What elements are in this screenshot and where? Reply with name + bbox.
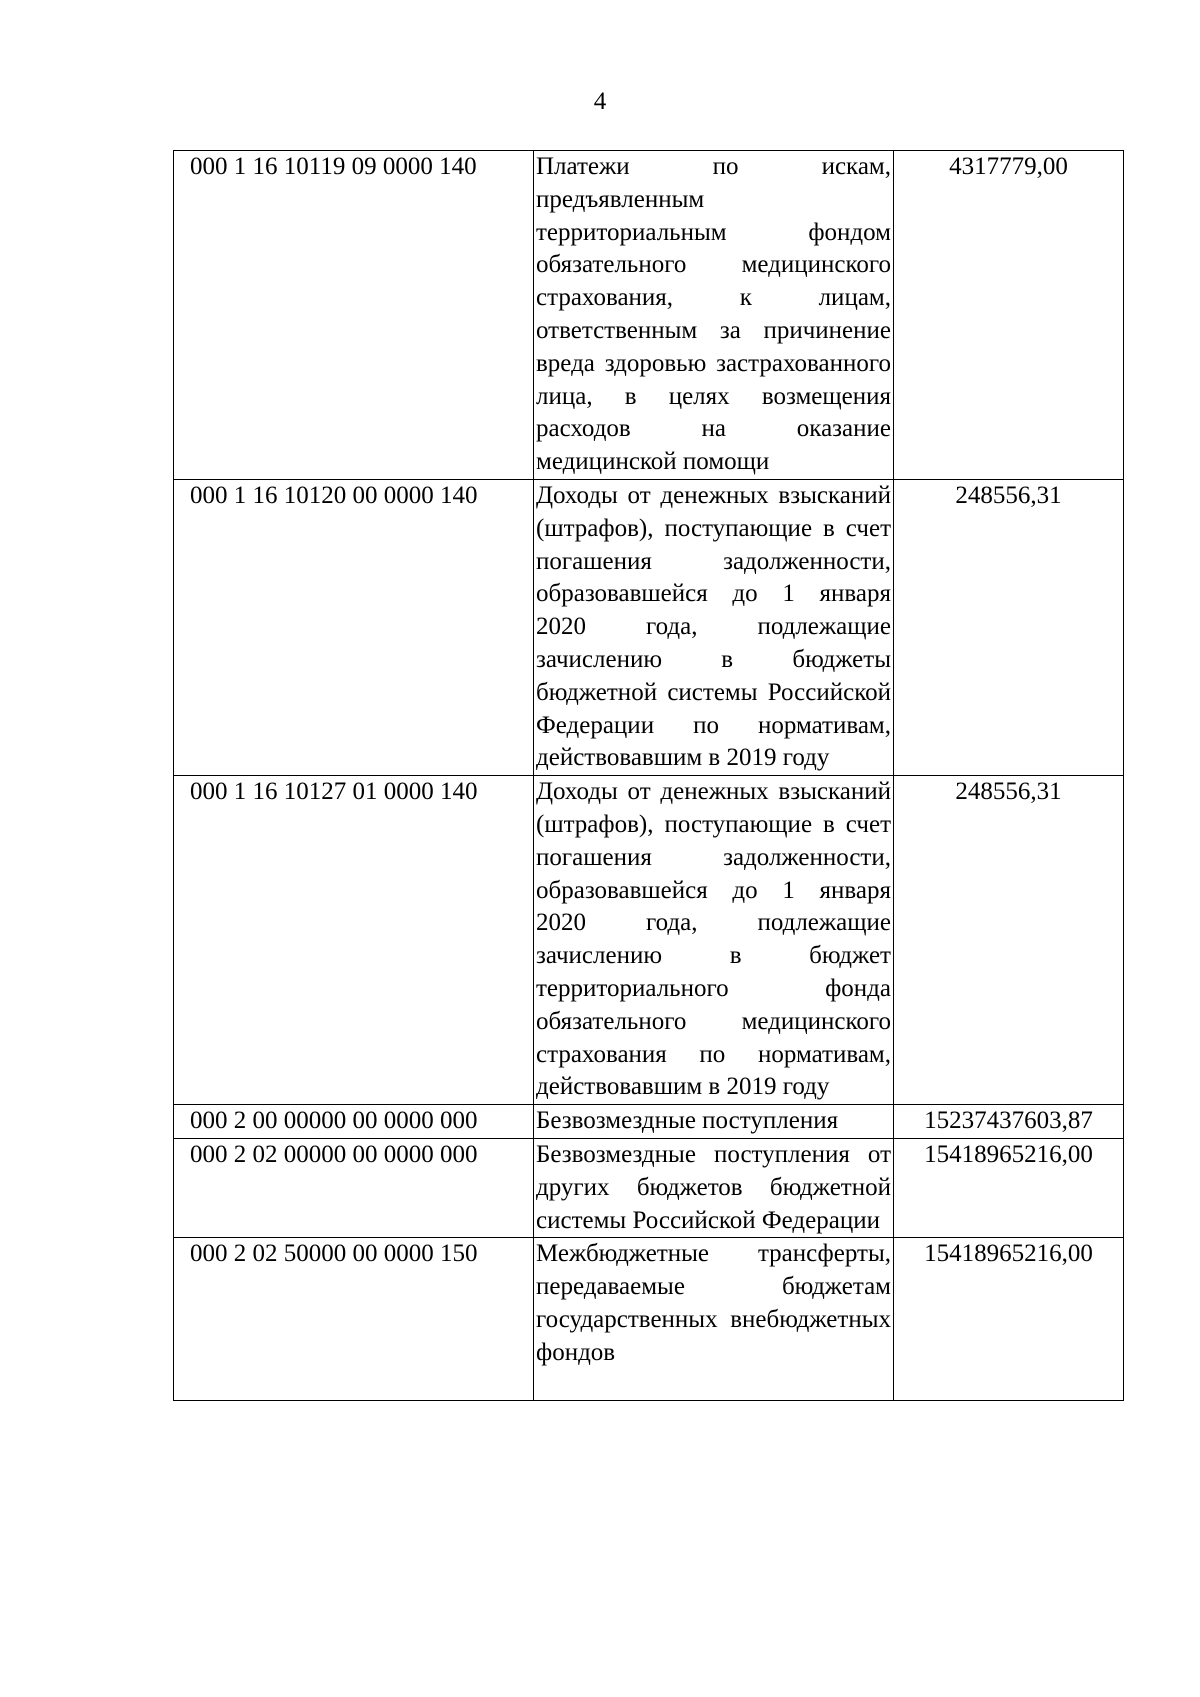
revenue-description: Доходы от денежных взысканий (штрафов), поступающие в счет погашения задолженности, образовавшейся до 1 января 2020 года, подлежащие зачислению в бюджет территориального фонда обязательного медицинского страхования по нормативам, действовавшим в 2019 году [534, 776, 894, 1105]
budget-code: 000 1 16 10119 09 0000 140 [174, 151, 534, 480]
amount: 248556,31 [894, 776, 1124, 1105]
budget-code: 000 2 00 00000 00 0000 000 [174, 1105, 534, 1139]
revenue-table [173, 150, 1124, 1401]
amount: 15418965216,00 [894, 1138, 1124, 1237]
revenue-description: Безвозмездные поступления [534, 1105, 894, 1139]
page-number: 4 [593, 88, 607, 115]
amount: 248556,31 [894, 479, 1124, 775]
table-row [174, 1105, 1124, 1139]
amount: 4317779,00 [894, 151, 1124, 480]
table-row [174, 1238, 1124, 1401]
revenue-description: Межбюджетные трансферты, передаваемые бюджетам государственных внебюджетных фондов [534, 1238, 894, 1401]
revenue-description: Безвозмездные поступления от других бюджетов бюджетной системы Российской Федерации [534, 1138, 894, 1237]
budget-code: 000 1 16 10127 01 0000 140 [174, 776, 534, 1105]
revenue-description: Платежи по искам, предъявленным территориальным фондом обязательного медицинского страхования, к лицам, ответственным за причинение вреда здоровью застрахованного лица, в целях возмещения расходов на оказание медицинской помощи [534, 151, 894, 480]
table-row [174, 776, 1124, 1105]
table-row [174, 151, 1124, 480]
table-row [174, 479, 1124, 775]
budget-code: 000 1 16 10120 00 0000 140 [174, 479, 534, 775]
budget-code: 000 2 02 00000 00 0000 000 [174, 1138, 534, 1237]
amount: 15418965216,00 [894, 1238, 1124, 1401]
amount: 15237437603,87 [894, 1105, 1124, 1139]
table-row [174, 1138, 1124, 1237]
revenue-description: Доходы от денежных взысканий (штрафов), поступающие в счет погашения задолженности, образовавшейся до 1 января 2020 года, подлежащие зачислению в бюджеты бюджетной системы Российской Федерации по нормативам, действовавшим в 2019 году [534, 479, 894, 775]
budget-code: 000 2 02 50000 00 0000 150 [174, 1238, 534, 1401]
